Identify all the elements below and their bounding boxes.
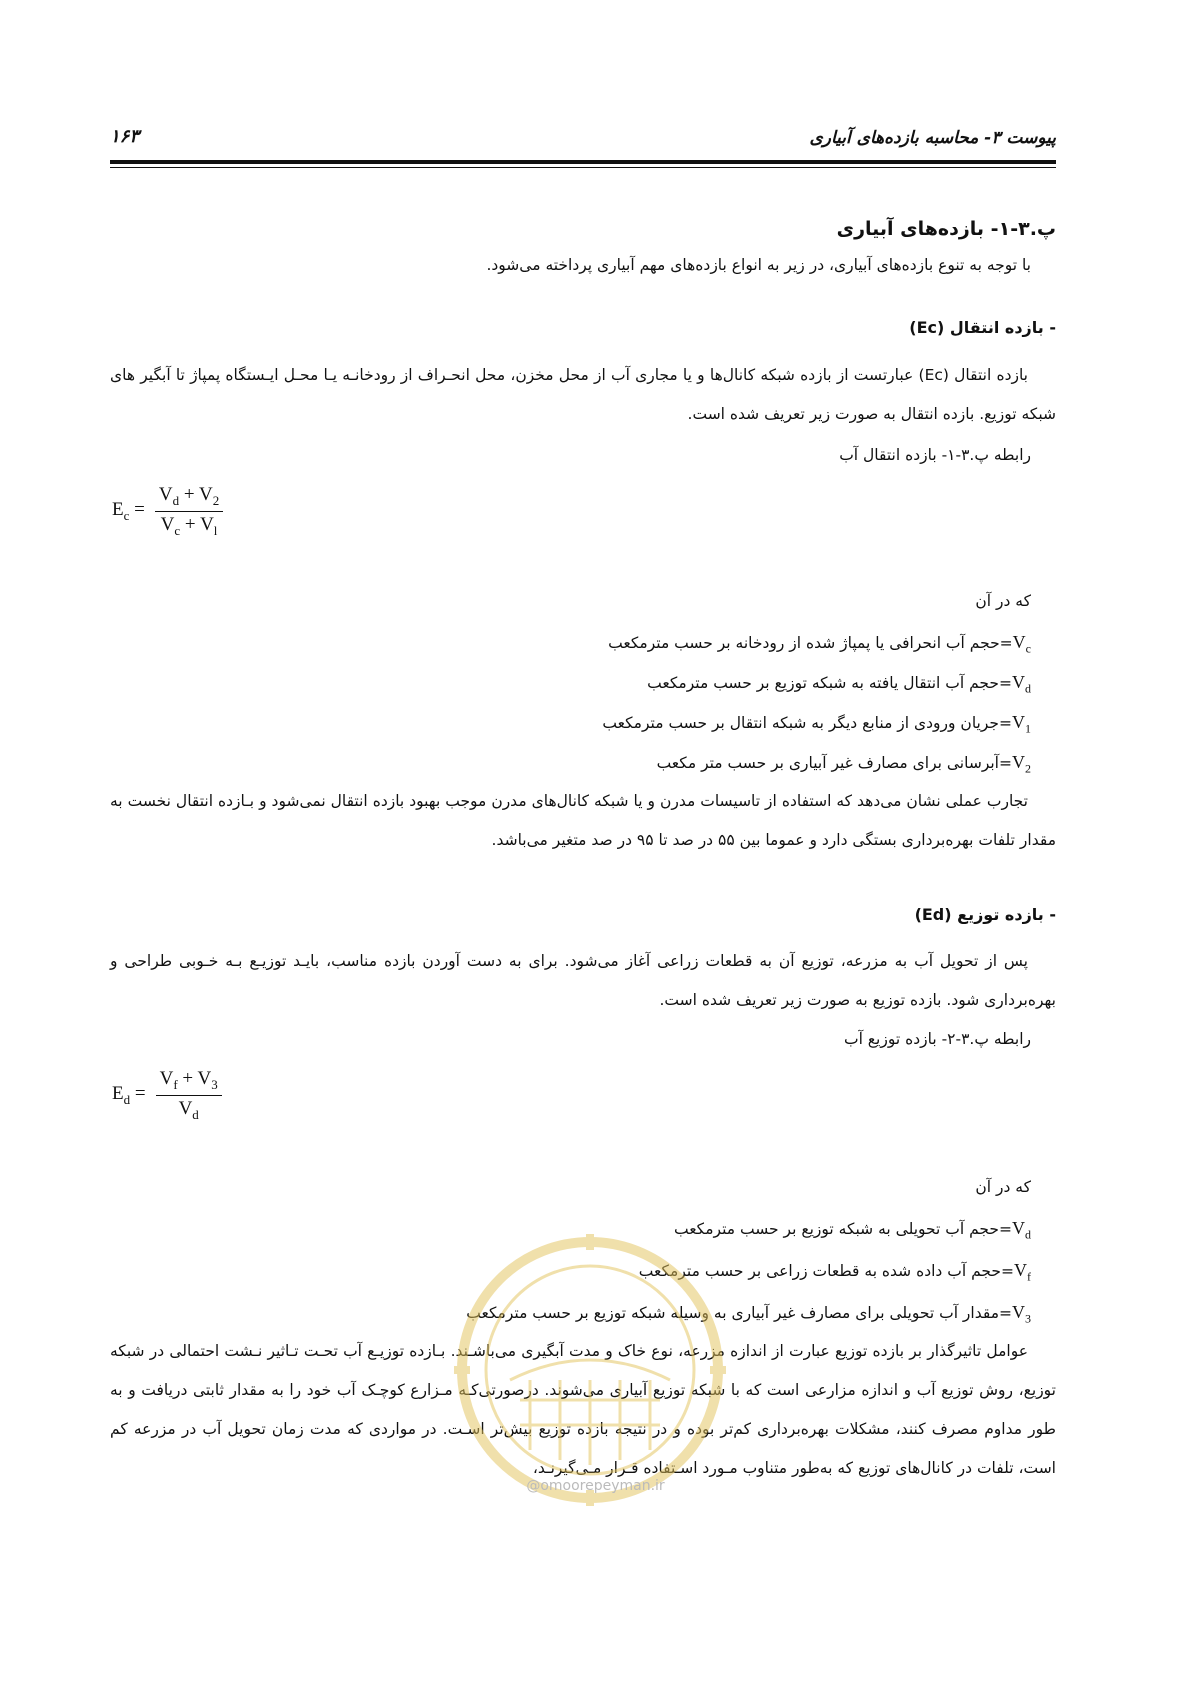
distribution-heading: - بازده توزیع (Ed)	[914, 905, 1056, 924]
distribution-formula: $E_d$ = $\frac{V_f + V_3}{V_d}$	[112, 1068, 222, 1123]
definition-v3: مقدار آب تحویلی برای مصارف غیر آبیاری به وسیله شبکه توزیع بر حسب $مترمکعب=V_3$	[466, 1302, 1031, 1326]
conveyance-heading: - بازده انتقال (Ec)	[909, 318, 1056, 337]
distribution-relation-caption: رابطه پ.۳-۲- بازده توزیع آب	[843, 1030, 1031, 1048]
definition-v2: آبرسانی برای مصارف غیر آبیاری بر حسب متر $مکعب=V_2$	[656, 752, 1031, 776]
definition-vc: حجم آب انحرافی یا پمپاژ شده از رودخانه بر حسب $مترمکعب=V_c$	[608, 632, 1031, 656]
conveyance-closing-paragraph: تجارب عملی نشان می‌دهد که استفاده از تاسیسات مدرن و یا شبکه کانال‌های مدرن موجب بهبود بازده انتقال نمی‌شود و بـازده انتقال نخست به مقدار تلفات بهره‌برداری بستگی دارد و عموما بین ۵۵ در صد تا ۹۵ در صد متغیر می‌باشد.	[110, 792, 1056, 849]
section-intro: با توجه به تنوع بازده‌های آبیاری، در زیر به انواع بازده‌های مهم آبیاری پرداخته می‌شود.	[486, 256, 1031, 274]
conveyance-paragraph: بازده انتقال (Ec) عبارتست از بازده شبکه کانال‌ها و یا مجاری آب از محل مخزن، محل انحـراف از رودخانـه یـا محـل ایـستگاه پمپاژ تا آبگیر های شبکه توزیع. بازده انتقال به صورت زیر تعریف شده است.	[110, 366, 1056, 423]
conveyance-where: که در آن	[975, 592, 1031, 610]
definition-vf: حجم آب داده شده به قطعات زراعی بر حسب $مترمکعب=V_f$	[638, 1260, 1031, 1284]
definition-v1: جریان ورودی از منابع دیگر به شبکه انتقال بر حسب $مترمکعب=V_1$	[602, 712, 1031, 736]
header-rule-thick	[110, 160, 1056, 164]
definition-vd: حجم آب انتقال یافته به شبکه توزیع بر حسب $مترمکعب=V_d$	[647, 672, 1031, 696]
distribution-closing-paragraph: عوامل تاثیرگذار بر بازده توزیع عبارت از اندازه مزرعه، نوع خاک و مدت آبگیری می‌باشـند. بـازده توزیـع آب تحـت تـاثیر نـشت احتمالی در شبکه توزیع، روش توزیع آب و اندازه مزارعی است که با شبکه توزیع آبیاری می‌شوند. درصورتی‌کـه مـزارع کوچـک آب خود را به مقدار ثابتی دریافت و به طور مداوم مصرف کنند، مشکلات بهره‌برداری کم‌تر بوده و در نتیجه بازده توزیع بیش‌تر اسـت. در مواردی که مدت زمان تحویل آب در مزرعه کم است، تلفات در کانال‌های توزیع که به‌طور متناوب مـورد اسـتفاده قـرار مـی‌گیرنـد،	[110, 1342, 1056, 1477]
distribution-paragraph: پس از تحویل آب به مزرعه، توزیع آن به قطعات زراعی آغاز می‌شود. برای به دست آوردن بازده مناسب، بایـد توزیـع بـه خـوبی طراحی و بهره‌برداری شود. بازده توزیع به صورت زیر تعریف شده است.	[110, 952, 1056, 1009]
conveyance-relation-caption: رابطه پ.۳-۱- بازده انتقال آب	[839, 446, 1031, 464]
definition-vd-distribution: حجم آب تحویلی به شبکه توزیع بر حسب $مترمکعب=V_d$	[673, 1218, 1031, 1242]
watermark-site: @omoorepeyman.ir	[526, 1478, 665, 1494]
header-rule-thin	[110, 167, 1056, 168]
running-header-title: پیوست ۳- محاسبه بازده‌های آبیاری	[809, 128, 1056, 148]
distribution-where: که در آن	[975, 1178, 1031, 1196]
page-number: ۱۶۳	[110, 126, 140, 147]
conveyance-formula: $E_c$ = $\frac{V_d + V_2}{V_c + V_l}$	[112, 484, 223, 539]
watermark-logo-icon	[450, 1230, 730, 1510]
section-heading: پ.۳-۱- بازده‌های آبیاری	[836, 218, 1056, 240]
